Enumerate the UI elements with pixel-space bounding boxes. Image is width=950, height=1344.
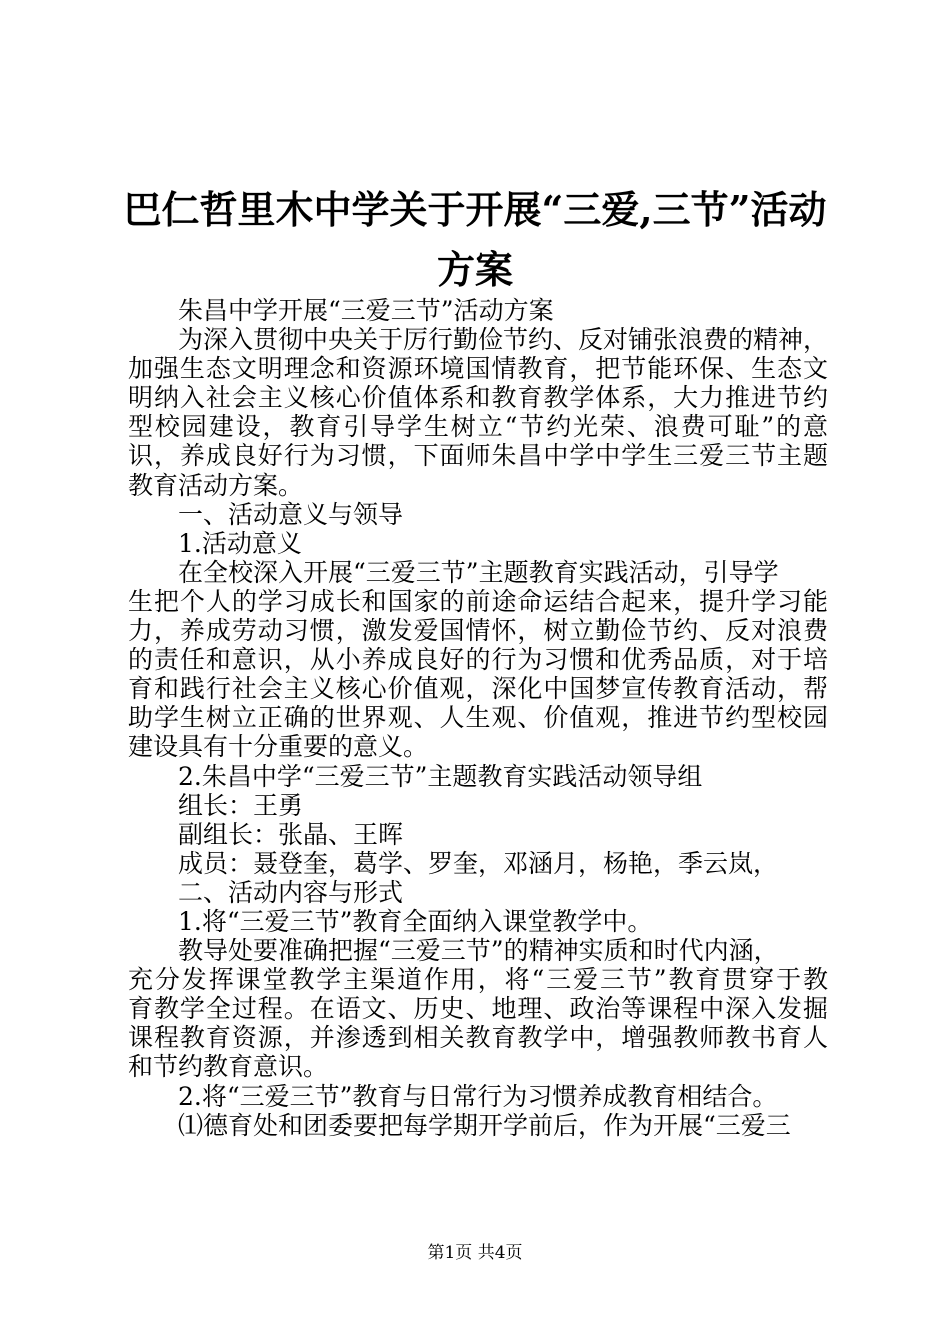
paragraph-line: 识，养成良好行为习惯，下面师朱昌中学中学生三爱三节主题 bbox=[128, 441, 828, 471]
paragraph-line: 型校园建设，教育引导学生树立“节约光荣、浪费可耻”的意 bbox=[128, 412, 828, 442]
page-number-footer: 第1页 共4页 bbox=[427, 1243, 523, 1263]
document-title-line-2: 方案 bbox=[436, 247, 513, 292]
paragraph-line: 课程教育资源，并渗透到相关教育教学中，增强教师教书育人 bbox=[128, 1023, 828, 1053]
subsection-heading: 2.朱昌中学“三爱三节”主题教育实践活动领导组 bbox=[178, 761, 703, 791]
subsection-heading: 2.将“三爱三节”教育与日常行为习惯养成教育相结合。 bbox=[178, 1081, 778, 1111]
paragraph-line: 育教学全过程。在语文、历史、地理、政治等课程中深入发掘 bbox=[128, 994, 828, 1024]
paragraph-line: 组长：王勇 bbox=[178, 790, 304, 820]
paragraph-line: 力，养成劳动习惯，激发爱国情怀，树立勤俭节约、反对浪费 bbox=[128, 616, 828, 646]
document-body bbox=[128, 296, 828, 1140]
paragraph-line: 助学生树立正确的世界观、人生观、价值观，推进节约型校园 bbox=[128, 703, 828, 733]
paragraph-line: 加强生态文明理念和资源环境国情教育，把节能环保、生态文 bbox=[128, 354, 828, 384]
subsection-heading: 1.活动意义 bbox=[178, 528, 302, 558]
document-title-line-1: 巴仁哲里木中学关于开展“三爱,三节”活动 bbox=[123, 187, 827, 232]
paragraph-line: 育和践行社会主义核心价值观，深化中国梦宣传教育活动，帮 bbox=[128, 674, 828, 704]
paragraph-line: 生把个人的学习成长和国家的前途命运结合起来，提升学习能 bbox=[128, 586, 828, 616]
paragraph-line: 教育活动方案。 bbox=[128, 470, 304, 500]
paragraph-line: 朱昌中学开展“三爱三节”活动方案 bbox=[178, 296, 554, 325]
paragraph-line: 明纳入社会主义核心价值体系和教育教学体系，大力推进节约 bbox=[128, 383, 828, 413]
section-heading: 二、活动内容与形式 bbox=[178, 877, 404, 907]
paragraph-line: 的责任和意识，从小养成良好的行为习惯和优秀品质，对于培 bbox=[128, 645, 828, 675]
paragraph-line: 在全校深入开展“三爱三节”主题教育实践活动，引导学 bbox=[178, 557, 779, 587]
paragraph-line: 充分发挥课堂教学主渠道作用，将“三爱三节”教育贯穿于教 bbox=[128, 965, 828, 995]
paragraph-line: 成员：聂登奎，葛学、罗奎，邓涵月，杨艳，季云岚， bbox=[178, 848, 779, 878]
paragraph-line: ⑴德育处和团委要把每学期开学前后，作为开展“三爱三 bbox=[178, 1110, 791, 1140]
paragraph-line: 建设具有十分重要的意义。 bbox=[128, 732, 429, 762]
paragraph-line: 副组长：张晶、王晖 bbox=[178, 819, 404, 849]
paragraph-line: 为深入贯彻中央关于厉行勤俭节约、反对铺张浪费的精神， bbox=[178, 325, 829, 355]
paragraph-line: 和节约教育意识。 bbox=[128, 1052, 329, 1082]
paragraph-line: 教导处要准确把握“三爱三节”的精神实质和时代内涵， bbox=[178, 936, 779, 966]
subsection-heading: 1.将“三爱三节”教育全面纳入课堂教学中。 bbox=[178, 906, 653, 936]
section-heading: 一、活动意义与领导 bbox=[178, 499, 404, 529]
